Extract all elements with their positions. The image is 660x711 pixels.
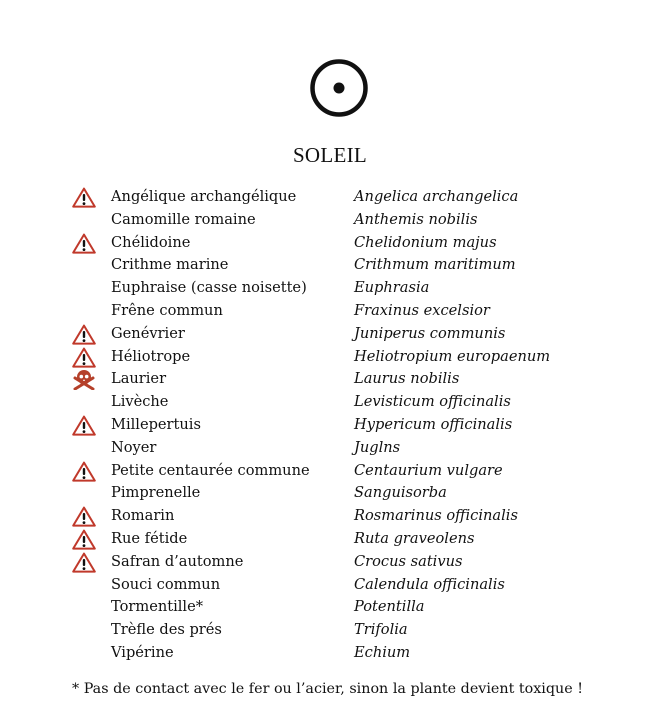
plant-row: [0, 232, 660, 255]
plant-latin-name: Juglns: [354, 438, 401, 456]
plant-common-name: Angélique archangélique: [111, 188, 297, 205]
warning-icon: [72, 415, 96, 436]
plant-latin-name: Sanguisorba: [354, 484, 447, 502]
plant-common-name: Vipérine: [111, 643, 174, 661]
plant-common-name: Livèche: [111, 393, 169, 411]
plant-latin-name: Centaurium vulgare: [354, 461, 503, 479]
plant-row: [0, 368, 660, 391]
plant-list: [0, 186, 660, 665]
plant-latin-name: Echium: [354, 643, 411, 661]
plant-latin-name: Ruta graveolens: [354, 529, 475, 547]
warning-icon: [72, 324, 96, 345]
plant-common-name: Pimprenelle: [111, 484, 201, 502]
plant-row: [0, 414, 660, 437]
plant-row: [0, 528, 660, 551]
plant-latin-name: Euphrasia: [354, 279, 430, 297]
plant-row: [0, 323, 660, 346]
plant-common-name: Euphraise (casse noisette): [111, 279, 307, 297]
plant-common-name: Laurier: [111, 370, 167, 388]
plant-common-name: Camomille romaine: [111, 210, 256, 228]
plant-row: [0, 391, 660, 414]
plant-common-name: Tormentille*: [111, 598, 204, 616]
plant-common-name: Héliotrope: [111, 347, 191, 365]
plant-latin-name: Crithmum maritimum: [354, 256, 516, 274]
plant-latin-name: Rosmarinus officinalis: [354, 507, 518, 525]
footnote: * Pas de contact avec le fer ou l’acier, sinon la plante devient toxique !: [72, 681, 583, 697]
plant-common-name: Trèfle des prés: [111, 621, 222, 639]
plant-latin-name: Calendula officinalis: [354, 575, 505, 593]
plant-row: [0, 551, 660, 574]
plant-latin-name: Juniperus communis: [354, 324, 506, 342]
plant-row: [0, 186, 660, 209]
plant-latin-name: Fraxinus excelsior: [354, 301, 490, 319]
warning-icon: [72, 233, 96, 254]
skull-crossbones-icon: [72, 369, 96, 390]
plant-row: [0, 619, 660, 642]
plant-latin-name: Anthemis nobilis: [354, 210, 478, 228]
plant-row: [0, 505, 660, 528]
warning-icon: [72, 187, 96, 208]
plant-row: [0, 437, 660, 460]
plant-common-name: Safran d’automne: [111, 552, 244, 570]
plant-row: [0, 300, 660, 323]
plant-latin-name: Levisticum officinalis: [354, 393, 511, 411]
plant-common-name: Chélidoine: [111, 233, 191, 251]
plant-common-name: Noyer: [111, 438, 157, 456]
page-title: SOLEIL: [292, 143, 368, 167]
plant-common-name: Petite centaurée commune: [111, 461, 310, 479]
plant-common-name: Romarin: [111, 507, 175, 525]
warning-icon: [72, 506, 96, 527]
plant-row: [0, 346, 660, 369]
plant-common-name: Souci commun: [111, 575, 221, 593]
plant-latin-name: Angelica archangelica: [354, 188, 519, 205]
warning-icon: [72, 529, 96, 550]
warning-icon: [72, 461, 96, 482]
plant-common-name: Frêne commun: [111, 301, 223, 319]
plant-common-name: Crithme marine: [111, 256, 229, 274]
plant-row: [0, 574, 660, 597]
plant-latin-name: Heliotropium europaenum: [354, 347, 551, 365]
plant-latin-name: Potentilla: [354, 598, 425, 616]
plant-row: [0, 254, 660, 277]
plant-row: [0, 277, 660, 300]
plant-row: [0, 596, 660, 619]
sun-icon: [309, 58, 369, 118]
plant-row: [0, 482, 660, 505]
plant-latin-name: Crocus sativus: [354, 552, 463, 570]
plant-common-name: Millepertuis: [111, 415, 201, 433]
plant-row: [0, 642, 660, 665]
warning-icon: [72, 347, 96, 368]
plant-latin-name: Hypericum officinalis: [354, 415, 513, 433]
plant-row: [0, 209, 660, 232]
plant-common-name: Rue fétide: [111, 529, 188, 547]
plant-latin-name: Chelidonium majus: [354, 233, 497, 251]
plant-latin-name: Trifolia: [354, 621, 408, 639]
plant-row: [0, 460, 660, 483]
plant-common-name: Genévrier: [111, 324, 185, 342]
warning-icon: [72, 552, 96, 573]
plant-latin-name: Laurus nobilis: [354, 370, 460, 388]
